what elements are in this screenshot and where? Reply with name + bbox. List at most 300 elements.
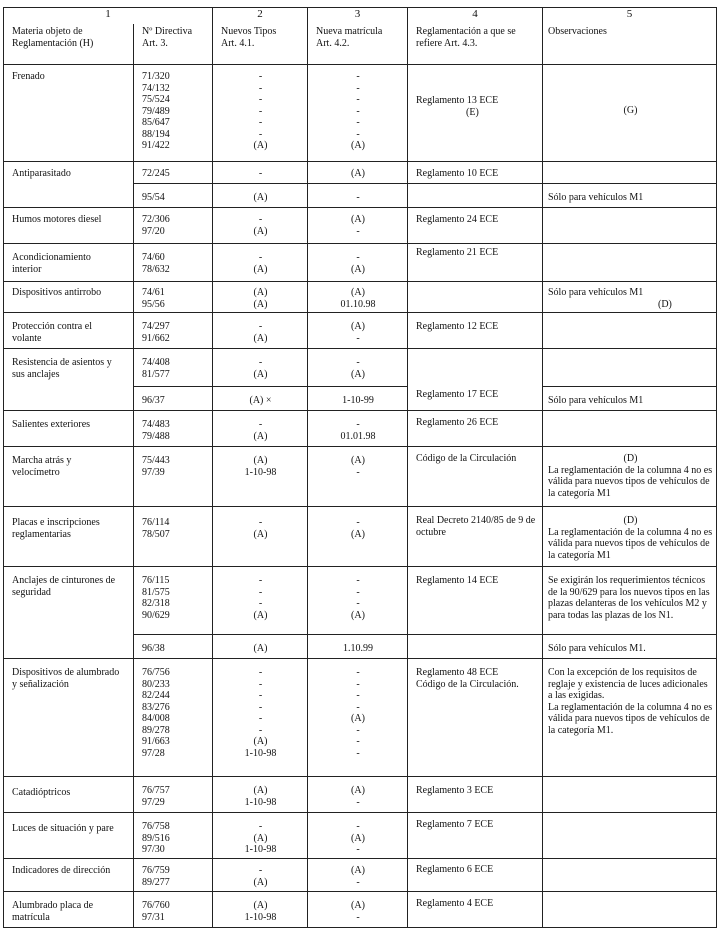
nuevos-value: (A) bbox=[253, 528, 268, 540]
observaciones-cell bbox=[543, 313, 717, 349]
materia-cell bbox=[4, 447, 134, 507]
directiva-value: 89/516 bbox=[142, 832, 170, 844]
materia-text: seguridad bbox=[12, 586, 51, 598]
nuevos-value: - bbox=[258, 117, 263, 128]
nuevos-value: - bbox=[258, 586, 263, 598]
observaciones-cell bbox=[543, 244, 717, 282]
nueva-matricula-cell bbox=[308, 244, 408, 282]
table-row-placas bbox=[4, 507, 717, 567]
nuevos-value: - bbox=[258, 678, 263, 690]
nueva-matricula-cell bbox=[308, 282, 408, 313]
nueva-matricula-cell bbox=[308, 447, 408, 507]
nuevos-tipos-cell bbox=[213, 507, 308, 567]
column-number-5: 5 bbox=[543, 8, 717, 25]
observaciones-cell bbox=[543, 162, 717, 184]
directiva-cell bbox=[134, 282, 213, 313]
reglamento-cell: Reglamento 14 ECE bbox=[408, 567, 543, 635]
table-row-alumbrado bbox=[4, 659, 717, 777]
header-nuevos-tipos bbox=[213, 24, 308, 65]
materia-cell bbox=[4, 507, 134, 567]
reglamento-cell: Reglamento 7 ECE bbox=[408, 813, 543, 859]
reglamento-value: Código de la Circulación. bbox=[416, 678, 519, 690]
directiva-value: 75/524 bbox=[142, 94, 170, 105]
matricula-value: - bbox=[356, 517, 360, 528]
matricula-value: 01.10.98 bbox=[340, 298, 376, 310]
directiva-value: 97/28 bbox=[142, 747, 165, 759]
observaciones-cell bbox=[543, 447, 717, 507]
materia-text: matrícula bbox=[12, 911, 50, 923]
matricula-value: - bbox=[356, 332, 360, 344]
nuevos-tipos-cell bbox=[213, 387, 308, 411]
column-number-4: 4 bbox=[408, 8, 543, 25]
materia-text: y señalización bbox=[12, 678, 69, 690]
table-row-proteccion bbox=[4, 313, 717, 349]
matricula-value: - bbox=[356, 586, 360, 598]
header-text: Nº Directiva bbox=[142, 26, 193, 37]
directiva-value: 91/422 bbox=[142, 140, 170, 151]
observaciones-cell bbox=[543, 859, 717, 892]
reglamento-cell bbox=[408, 184, 543, 208]
observaciones-cell bbox=[543, 349, 717, 387]
materia-text: Anclajes de cinturones de bbox=[12, 575, 116, 586]
matricula-value: (A) bbox=[351, 832, 365, 844]
table-row-marcha bbox=[4, 447, 717, 507]
observacion-mark: (D) bbox=[623, 515, 638, 526]
observaciones-cell: Sólo para vehículos M1 bbox=[543, 387, 717, 411]
matricula-value: (A) bbox=[351, 528, 365, 540]
matricula-value: (A) bbox=[351, 287, 365, 298]
reglamento-cell: Reglamento 3 ECE bbox=[408, 777, 543, 813]
nuevos-tipos-cell bbox=[213, 208, 308, 244]
directiva-value: 72/306 bbox=[142, 214, 170, 225]
directiva-value: 74/408 bbox=[142, 357, 170, 368]
matricula-value: (A) bbox=[351, 140, 365, 151]
matricula-value: - bbox=[356, 678, 360, 690]
nuevos-value: (A) bbox=[253, 263, 268, 275]
nuevos-tipos-cell bbox=[213, 813, 308, 859]
table-row-cinturones bbox=[4, 567, 717, 635]
directiva-value: 85/647 bbox=[142, 117, 170, 128]
nuevos-value: (A) bbox=[253, 455, 268, 466]
directiva-value: 81/577 bbox=[142, 368, 170, 380]
reglamento-value: Reglamento 48 ECE bbox=[416, 667, 499, 678]
directiva-value: 91/663 bbox=[142, 736, 170, 747]
observacion-text: La reglamentación de la columna 4 no es válida para nuevos tipos de vehículos de la categoría M1. bbox=[548, 701, 713, 736]
table-row-antirrobo bbox=[4, 282, 717, 313]
directiva-value: 97/31 bbox=[142, 911, 165, 923]
header-text: Art. 4.1. bbox=[221, 37, 255, 49]
matricula-value: 1-10-99 bbox=[342, 395, 374, 406]
header-text: Nueva matrícula bbox=[316, 26, 383, 37]
table-row-asientos bbox=[4, 349, 717, 387]
matricula-value: - bbox=[356, 105, 360, 117]
directiva-cell bbox=[134, 349, 213, 387]
nueva-matricula-cell bbox=[308, 349, 408, 387]
nuevos-value: (A) bbox=[253, 332, 268, 344]
matricula-value: - bbox=[356, 821, 360, 832]
nuevos-value: - bbox=[258, 71, 263, 82]
column-number-row bbox=[4, 8, 717, 25]
matricula-value: - bbox=[356, 844, 360, 855]
observacion-text: La reglamentación de la columna 4 no es válida para nuevos tipos de vehículos de la categoría M1 bbox=[548, 526, 713, 561]
directiva-cell bbox=[134, 208, 213, 244]
directiva-value: 76/114 bbox=[142, 517, 170, 528]
table-row-placa-matricula bbox=[4, 892, 717, 928]
directiva-value: 96/38 bbox=[142, 643, 165, 654]
materia-cell bbox=[4, 567, 134, 659]
matricula-value: - bbox=[356, 690, 360, 701]
nuevos-tipos-cell bbox=[213, 659, 308, 777]
nuevos-tipos-cell bbox=[213, 244, 308, 282]
materia-cell bbox=[4, 244, 134, 282]
reglamento-cell: Código de la Circulación bbox=[408, 447, 543, 507]
matricula-value: - bbox=[356, 71, 360, 82]
matricula-value: - bbox=[356, 701, 360, 713]
observaciones-cell: Sólo para vehículos M1 bbox=[543, 184, 717, 208]
materia-text: Resistencia de asientos y bbox=[12, 357, 112, 368]
nueva-matricula-cell bbox=[308, 567, 408, 635]
directiva-value: 80/233 bbox=[142, 678, 170, 690]
nuevos-value: (A) bbox=[253, 876, 268, 888]
materia-cell: Frenado bbox=[4, 65, 134, 162]
nueva-matricula-cell bbox=[308, 208, 408, 244]
directiva-value: 82/244 bbox=[142, 690, 170, 701]
reglamento-cell: Reglamento 4 ECE bbox=[408, 892, 543, 928]
directiva-value: 72/245 bbox=[142, 168, 170, 179]
materia-cell: Luces de situación y pare bbox=[4, 813, 134, 859]
nuevos-text: (A) bbox=[249, 395, 264, 406]
matricula-value: - bbox=[356, 911, 360, 923]
observaciones-cell bbox=[543, 659, 717, 777]
nuevos-value: - bbox=[258, 701, 263, 713]
nuevos-value: - bbox=[258, 598, 263, 609]
materia-text: interior bbox=[12, 263, 42, 275]
nueva-matricula-cell bbox=[308, 65, 408, 162]
materia-text: Alumbrado placa de bbox=[12, 900, 94, 911]
directiva-value: 76/758 bbox=[142, 821, 170, 832]
observacion-mark: (D) bbox=[623, 453, 638, 464]
directiva-cell bbox=[134, 162, 213, 184]
observaciones-cell bbox=[543, 777, 717, 813]
nuevos-value: (A) bbox=[253, 832, 268, 844]
directiva-value: 84/008 bbox=[142, 713, 170, 724]
directiva-value: 90/629 bbox=[142, 609, 170, 621]
matricula-value: - bbox=[356, 82, 360, 94]
reglamento-cell: Reglamento 21 ECE bbox=[408, 244, 543, 282]
directiva-value: 88/194 bbox=[142, 128, 170, 140]
materia-text: Marcha atrás y bbox=[12, 455, 72, 466]
nuevos-value: - bbox=[258, 667, 263, 678]
table-row-salientes bbox=[4, 411, 717, 447]
nuevos-value: - bbox=[258, 690, 263, 701]
matricula-value: - bbox=[356, 736, 360, 747]
matricula-value: (A) bbox=[351, 713, 365, 724]
matricula-value: - bbox=[356, 876, 360, 888]
nuevos-value: 1-10-98 bbox=[244, 466, 277, 478]
nuevos-value: - bbox=[258, 105, 263, 117]
nuevos-value: - bbox=[258, 357, 263, 368]
materia-text: Acondicionamiento bbox=[12, 252, 91, 263]
directiva-cell bbox=[134, 387, 213, 411]
table-row-frenado bbox=[4, 65, 717, 162]
directiva-value: 78/507 bbox=[142, 528, 170, 540]
materia-cell bbox=[4, 659, 134, 777]
directiva-cell bbox=[134, 244, 213, 282]
observaciones-cell bbox=[543, 282, 717, 313]
materia-cell: Catadióptricos bbox=[4, 777, 134, 813]
header-materia bbox=[4, 24, 134, 65]
nuevos-tipos-cell bbox=[213, 349, 308, 387]
nuevos-value: - bbox=[258, 321, 263, 332]
nuevos-value: 1-10-98 bbox=[244, 911, 277, 923]
nuevos-value: (A) bbox=[253, 140, 268, 151]
nueva-matricula-cell bbox=[308, 387, 408, 411]
materia-cell: Humos motores diesel bbox=[4, 208, 134, 244]
table-row-antiparasitado bbox=[4, 162, 717, 184]
observaciones-cell: (G) bbox=[543, 65, 717, 162]
observaciones-cell bbox=[543, 813, 717, 859]
stray-mark: × bbox=[265, 395, 272, 406]
directiva-cell bbox=[134, 411, 213, 447]
nuevos-tipos-cell bbox=[213, 65, 308, 162]
directiva-value: 79/489 bbox=[142, 105, 170, 117]
nuevos-tipos-cell bbox=[213, 162, 308, 184]
nuevos-tipos-cell bbox=[213, 777, 308, 813]
directiva-cell bbox=[134, 892, 213, 928]
nuevos-value: (A) bbox=[253, 430, 268, 442]
directiva-value: 71/320 bbox=[142, 71, 170, 82]
matricula-value: 1.10.99 bbox=[343, 643, 373, 654]
directiva-value: 95/56 bbox=[142, 298, 165, 310]
table-row-luces bbox=[4, 813, 717, 859]
observaciones-cell bbox=[543, 411, 717, 447]
table-row-humos bbox=[4, 208, 717, 244]
reglamento-value: Reglamento 13 ECE bbox=[416, 95, 499, 106]
table-row-indicadores bbox=[4, 859, 717, 892]
reglamento-value: (E) bbox=[466, 106, 479, 118]
directiva-value: 97/20 bbox=[142, 225, 165, 237]
matricula-value: (A) bbox=[351, 263, 365, 275]
nuevos-value: - bbox=[258, 168, 263, 179]
nuevos-tipos-cell bbox=[213, 411, 308, 447]
nueva-matricula-cell bbox=[308, 162, 408, 184]
column-number-1: 1 bbox=[4, 8, 213, 25]
nuevos-value: - bbox=[258, 865, 263, 876]
observacion-text: La reglamentación de la columna 4 no es válida para nuevos tipos de vehículos de la categoría M1 bbox=[548, 464, 713, 499]
nuevos-tipos-cell bbox=[213, 447, 308, 507]
observacion-text: (D) bbox=[658, 298, 672, 310]
reglamento-cell: Reglamento 12 ECE bbox=[408, 313, 543, 349]
header-text: Materia objeto de bbox=[12, 26, 83, 37]
directiva-value: 79/488 bbox=[142, 430, 170, 442]
materia-text: sus anclajes bbox=[12, 368, 60, 380]
nueva-matricula-cell bbox=[308, 635, 408, 659]
directiva-value: 76/760 bbox=[142, 900, 170, 911]
nuevos-value: - bbox=[258, 252, 263, 263]
directiva-cell bbox=[134, 659, 213, 777]
matricula-value: - bbox=[356, 419, 360, 430]
reglamento-cell bbox=[408, 635, 543, 659]
header-nueva-matricula bbox=[308, 24, 408, 65]
directiva-cell bbox=[134, 313, 213, 349]
observaciones-cell bbox=[543, 208, 717, 244]
directiva-cell bbox=[134, 859, 213, 892]
reglamento-cell: Reglamento 24 ECE bbox=[408, 208, 543, 244]
directiva-value: 74/132 bbox=[142, 82, 170, 94]
nuevos-value: 1-10-98 bbox=[244, 844, 277, 855]
column-number-3: 3 bbox=[308, 8, 408, 25]
matricula-value: - bbox=[356, 575, 360, 586]
reglamento-cell: Reglamento 26 ECE bbox=[408, 411, 543, 447]
reglamento-cell: Reglamento 6 ECE bbox=[408, 859, 543, 892]
reglamento-cell bbox=[408, 659, 543, 777]
directiva-value: 82/318 bbox=[142, 598, 170, 609]
directiva-value: 74/61 bbox=[142, 287, 165, 298]
matricula-value: - bbox=[356, 747, 360, 759]
directiva-value: 97/30 bbox=[142, 844, 165, 855]
matricula-value: - bbox=[356, 724, 360, 736]
directiva-cell bbox=[134, 184, 213, 208]
reglamento-cell: Reglamento 17 ECE bbox=[408, 349, 543, 411]
materia-cell: Antiparasitado bbox=[4, 162, 134, 208]
materia-text: velocímetro bbox=[12, 466, 60, 478]
directiva-value: 97/29 bbox=[142, 796, 165, 808]
observaciones-cell bbox=[543, 892, 717, 928]
directiva-cell bbox=[134, 777, 213, 813]
materia-cell: Indicadores de dirección bbox=[4, 859, 134, 892]
nuevos-value: 1-10-98 bbox=[244, 747, 277, 759]
matricula-value: - bbox=[356, 667, 360, 678]
matricula-value: 01.01.98 bbox=[340, 430, 376, 442]
table-row-acondicionamiento bbox=[4, 244, 717, 282]
matricula-value: - bbox=[356, 225, 360, 237]
nuevos-value: - bbox=[258, 94, 263, 105]
directiva-value: 74/60 bbox=[142, 252, 165, 263]
observaciones-cell: Se exigirán los requerimientos técnicos de la 90/629 para los nuevos tipos en las plazas delanteras de los vehículos M2 y para todas las plazas de los N1. bbox=[543, 567, 717, 635]
nuevos-value: (A) bbox=[253, 643, 268, 654]
nueva-matricula-cell bbox=[308, 184, 408, 208]
matricula-value: - bbox=[356, 128, 360, 140]
matricula-value: (A) bbox=[351, 368, 365, 380]
materia-cell bbox=[4, 349, 134, 411]
matricula-value: - bbox=[356, 117, 360, 128]
materia-cell: Dispositivos antirrobo bbox=[4, 282, 134, 313]
directiva-value: 89/278 bbox=[142, 724, 170, 736]
matricula-value: (A) bbox=[351, 900, 365, 911]
observacion-text: Sólo para vehículos M1 bbox=[548, 287, 644, 298]
directiva-value: 76/757 bbox=[142, 785, 170, 796]
nuevos-tipos-cell bbox=[213, 567, 308, 635]
directiva-cell bbox=[134, 635, 213, 659]
materia-text: Dispositivos de alumbrado bbox=[12, 667, 120, 678]
reglamento-cell: Reglamento 10 ECE bbox=[408, 162, 543, 184]
matricula-value: (A) bbox=[351, 609, 365, 621]
nuevos-value: - bbox=[258, 128, 263, 140]
matricula-value: - bbox=[356, 94, 360, 105]
matricula-value: - bbox=[356, 252, 360, 263]
nueva-matricula-cell bbox=[308, 313, 408, 349]
matricula-value: - bbox=[356, 466, 360, 478]
header-text: refiere Art. 4.3. bbox=[416, 37, 478, 49]
nuevos-value: (A) bbox=[253, 785, 268, 796]
nuevos-value: - bbox=[258, 419, 263, 430]
nueva-matricula-cell bbox=[308, 777, 408, 813]
materia-text: Placas e inscripciones bbox=[12, 517, 100, 528]
nuevos-value: - bbox=[258, 575, 263, 586]
matricula-value: (A) bbox=[351, 321, 365, 332]
directiva-cell bbox=[134, 567, 213, 635]
directiva-value: 81/575 bbox=[142, 586, 170, 598]
directiva-cell bbox=[134, 507, 213, 567]
directiva-value: 76/115 bbox=[142, 575, 170, 586]
header-text: Reglamentación (H) bbox=[12, 37, 94, 49]
header-reglamentacion bbox=[408, 24, 543, 65]
nuevos-value bbox=[217, 395, 304, 407]
directiva-value: 83/276 bbox=[142, 701, 170, 713]
directiva-value: 78/632 bbox=[142, 263, 170, 275]
nuevos-value: (A) bbox=[253, 900, 268, 911]
column-number-2: 2 bbox=[213, 8, 308, 25]
nueva-matricula-cell bbox=[308, 859, 408, 892]
directiva-value: 75/443 bbox=[142, 455, 170, 466]
nuevos-value: (A) bbox=[253, 225, 268, 237]
nueva-matricula-cell bbox=[308, 507, 408, 567]
directiva-value: 91/662 bbox=[142, 332, 170, 344]
matricula-value: (A) bbox=[351, 785, 365, 796]
nuevos-value: - bbox=[258, 82, 263, 94]
reglamento-cell bbox=[408, 65, 543, 162]
directiva-value: 95/54 bbox=[142, 192, 165, 203]
matricula-value: (A) bbox=[351, 168, 365, 179]
nuevos-value: (A) bbox=[253, 736, 268, 747]
nuevos-tipos-cell bbox=[213, 635, 308, 659]
matricula-value: (A) bbox=[351, 455, 365, 466]
nueva-matricula-cell bbox=[308, 659, 408, 777]
header-text: Reglamentación a que se bbox=[416, 26, 516, 37]
directiva-value: 76/759 bbox=[142, 865, 170, 876]
nueva-matricula-cell bbox=[308, 813, 408, 859]
directiva-cell bbox=[134, 65, 213, 162]
directiva-cell bbox=[134, 813, 213, 859]
directiva-value: 76/756 bbox=[142, 667, 170, 678]
materia-text: Protección contra el bbox=[12, 321, 92, 332]
regulation-table bbox=[3, 7, 717, 928]
nuevos-value: - bbox=[258, 821, 263, 832]
nuevos-tipos-cell bbox=[213, 313, 308, 349]
directiva-cell bbox=[134, 447, 213, 507]
nuevos-tipos-cell bbox=[213, 282, 308, 313]
nuevos-tipos-cell bbox=[213, 859, 308, 892]
nuevos-value: (A) bbox=[253, 609, 268, 621]
observacion-text: Con la excepción de los requisitos de reglaje y existencia de luces adicionales a las exigidas. bbox=[548, 667, 708, 701]
header-observaciones: Observaciones bbox=[543, 24, 717, 65]
materia-cell bbox=[4, 313, 134, 349]
observaciones-cell: Sólo para vehículos M1. bbox=[543, 635, 717, 659]
nuevos-value: 1-10-98 bbox=[244, 796, 277, 808]
table-row-catadioptricos bbox=[4, 777, 717, 813]
header-row bbox=[4, 24, 717, 65]
materia-text: reglamentarias bbox=[12, 528, 71, 540]
reglamento-cell bbox=[408, 282, 543, 313]
header-directiva bbox=[134, 24, 213, 65]
header-text: Nuevos Tipos bbox=[221, 26, 277, 37]
directiva-value: 74/483 bbox=[142, 419, 170, 430]
matricula-value: - bbox=[356, 598, 360, 609]
nuevos-value: (A) bbox=[253, 287, 268, 298]
materia-cell bbox=[4, 892, 134, 928]
nuevos-value: (A) bbox=[253, 298, 268, 310]
observaciones-cell bbox=[543, 507, 717, 567]
